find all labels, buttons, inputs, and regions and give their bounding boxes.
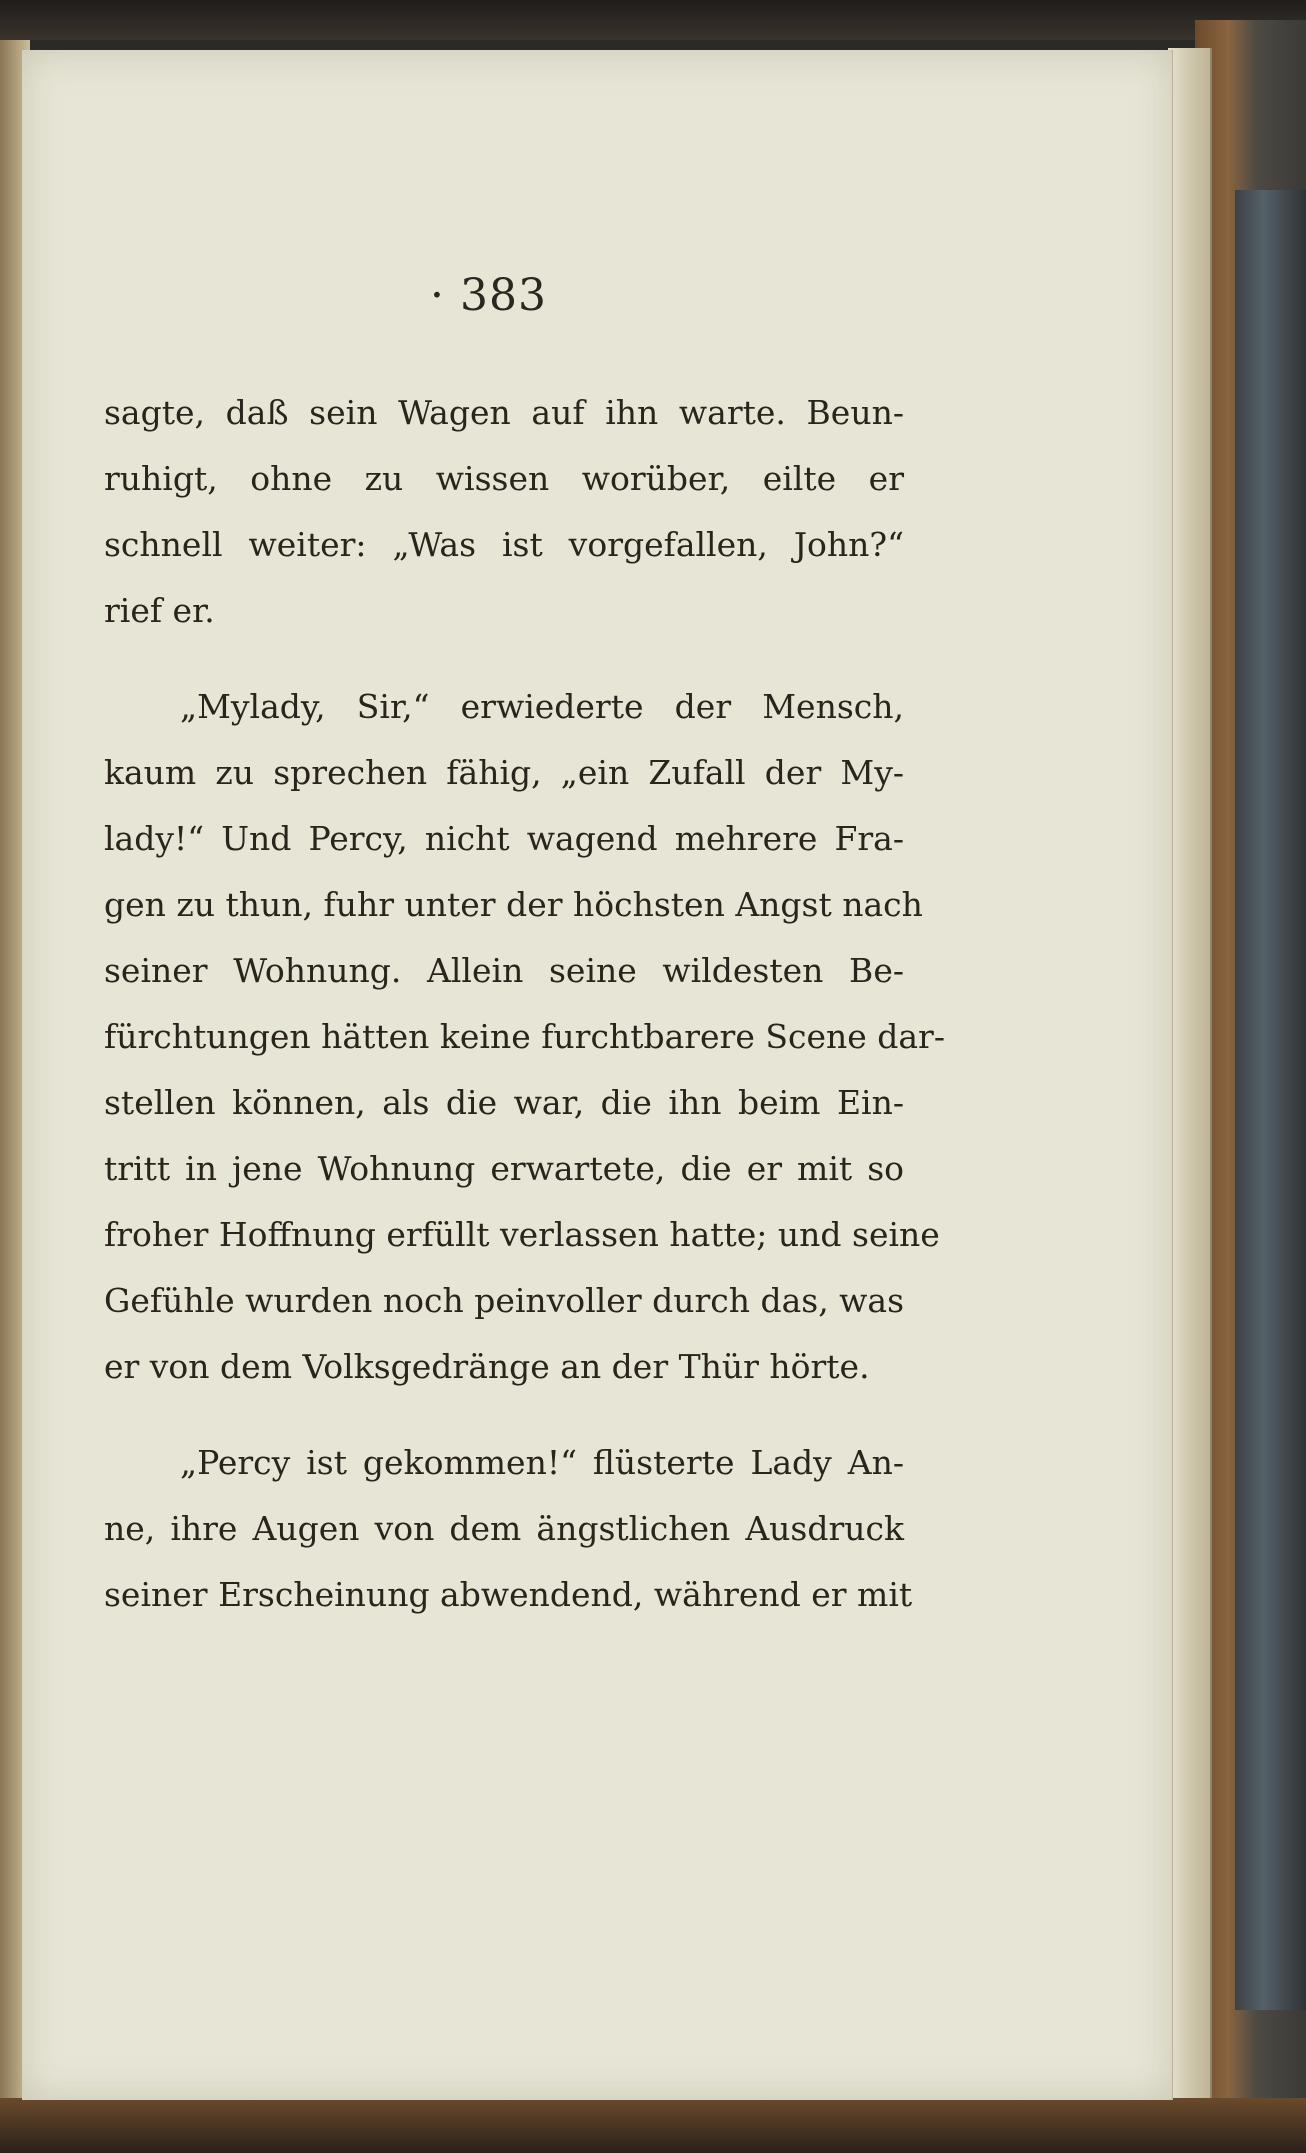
body-text	[104, 380, 945, 1628]
text-line: sagte, daß sein Wagen auf ihn warte. Beun-	[104, 393, 904, 432]
page-stack	[1168, 48, 1212, 2103]
text-line: rief er.	[104, 591, 215, 630]
text-line: gen zu thun, fuhr unter der höchsten Angst nach	[104, 885, 923, 924]
text-line: fürchtungen hätten keine furchtbarere Scene dar-	[104, 1017, 945, 1056]
page-number: · 383	[430, 270, 547, 321]
text-line: „Mylady, Sir,“ erwiederte der Mensch,	[180, 687, 904, 726]
paragraph-gap	[104, 1400, 904, 1430]
text-line: „Percy ist gekommen!“ flüsterte Lady An-	[180, 1443, 904, 1482]
text-line: Gefühle wurden noch peinvoller durch das, was	[104, 1281, 905, 1320]
text-line: stellen können, als die war, die ihn beim Ein-	[104, 1083, 904, 1122]
bottom-edge	[0, 2098, 1306, 2153]
text-line: kaum zu sprechen fähig, „ein Zufall der My-	[104, 753, 904, 792]
text-line: ne, ihre Augen von dem ängstlichen Ausdruck	[104, 1509, 904, 1548]
text-line: seiner Wohnung. Allein seine wildesten Be-	[104, 951, 904, 990]
text-line: tritt in jene Wohnung erwartete, die er mit so	[104, 1149, 904, 1188]
text-line: schnell weiter: „Was ist vorgefallen, John?“	[104, 525, 904, 564]
paragraph-gap	[104, 644, 904, 674]
text-line: lady!“ Und Percy, nicht wagend mehrere Fra-	[104, 819, 904, 858]
text-line: froher Hoffnung erfüllt verlassen hatte; und seine	[104, 1215, 940, 1254]
text-line: ruhigt, ohne zu wissen worüber, eilte er	[104, 459, 904, 498]
text-line: er von dem Volksgedränge an der Thür hörte.	[104, 1347, 870, 1386]
binding-cloth	[1235, 190, 1306, 2010]
top-edge	[0, 0, 1306, 40]
text-line: seiner Erscheinung abwendend, während er mit	[104, 1575, 913, 1614]
